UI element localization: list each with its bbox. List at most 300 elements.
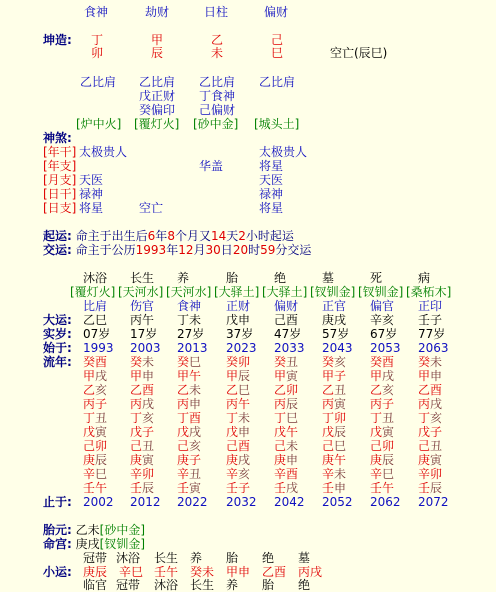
liunian-stem: 癸巳	[177, 355, 202, 369]
liunian-year	[370, 355, 394, 369]
jiaoyun-day: 30	[205, 243, 221, 257]
shiyu-1: 1993	[83, 341, 114, 355]
liunian-stem: 壬辰	[130, 481, 155, 495]
liunian-year	[418, 383, 442, 397]
qiyun-text-4: 天	[226, 229, 239, 243]
branch-year: 卯	[91, 46, 104, 60]
liunian-column	[177, 355, 201, 495]
top-god-3: 日柱	[204, 5, 229, 19]
liunian-stem: 己巳	[322, 439, 347, 453]
dayun-label: 大运:	[43, 313, 72, 327]
liunian-column	[83, 355, 107, 495]
shensha-tag-1: [年干]	[43, 145, 77, 159]
nayin-year: [炉中火]	[76, 117, 122, 131]
liunian-stem: 乙酉	[130, 383, 155, 397]
hidden-1-3: 乙比肩	[199, 75, 236, 89]
xiaoyun-1: 庚辰	[83, 565, 108, 579]
zhiyu-1: 2002	[83, 495, 114, 509]
liunian-stem: 甲寅	[274, 369, 299, 383]
liunian-year	[274, 467, 298, 481]
liunian-year	[83, 439, 107, 453]
liunian-stem: 己丑	[418, 439, 443, 453]
stem-year: 丁	[91, 33, 104, 47]
shisui-5: 47岁	[274, 327, 302, 341]
qiyun-text-5: 小时起运	[245, 229, 294, 243]
liunian-column	[418, 355, 442, 495]
liunian-year	[418, 453, 442, 467]
liunian-year	[83, 467, 107, 481]
minggong-nayin: [钗钏金]	[99, 537, 146, 551]
zhiyu-5: 2042	[274, 495, 305, 509]
liunian-stem: 庚戌	[226, 453, 251, 467]
shisui-2: 17岁	[130, 327, 158, 341]
dayun-stage-6: 墓	[322, 271, 335, 285]
liunian-year	[370, 425, 394, 439]
shensha-1-a: 太极贵人	[79, 145, 128, 159]
hidden-1-2: 乙比肩	[139, 75, 176, 89]
jiaoyun-label: 交运:	[43, 243, 72, 257]
liunian-stem: 壬寅	[177, 481, 202, 495]
liunian-year	[130, 355, 154, 369]
liunian-year	[130, 369, 154, 383]
liunian-year	[418, 411, 442, 425]
liunian-stem: 戊子	[130, 425, 155, 439]
bottom-partial-4: 长生	[190, 578, 215, 592]
liunian-stem: 戊戌	[177, 425, 202, 439]
liunian-stem: 乙亥	[370, 383, 395, 397]
liunian-year	[370, 453, 394, 467]
liunian-year	[226, 411, 250, 425]
shensha-5-b: 空亡	[139, 201, 164, 215]
shiyu-8: 2063	[418, 341, 449, 355]
liunian-stem: 己亥	[177, 439, 202, 453]
liunian-year	[177, 439, 201, 453]
liunian-stem: 己卯	[83, 439, 108, 453]
xiaoyun-5: 甲申	[226, 565, 251, 579]
dayun-stage-8: 病	[418, 271, 431, 285]
stem-month: 甲	[151, 33, 164, 47]
dayun-nayin-8: [桑柘木]	[406, 285, 452, 299]
liunian-stem: 癸酉	[370, 355, 395, 369]
qiyun-text-2: 年	[155, 229, 168, 243]
bottom-partial-5: 养	[226, 578, 239, 592]
hidden-1-1: 乙比肩	[80, 75, 117, 89]
liunian-year	[83, 369, 107, 383]
liunian-stem: 乙未	[177, 383, 202, 397]
liunian-stem: 己丑	[130, 439, 155, 453]
liunian-year	[274, 439, 298, 453]
dayun-stage-4: 胎	[226, 271, 239, 285]
bottom-partial-7: 绝	[298, 578, 311, 592]
liunian-stem: 戊申	[226, 425, 251, 439]
xiaoyun-2: 辛巳	[119, 565, 144, 579]
liunian-stem: 丙午	[226, 397, 251, 411]
liunian-year	[226, 355, 250, 369]
zhiyu-7: 2062	[370, 495, 401, 509]
liunian-stem: 庚辰	[83, 453, 108, 467]
dayun-stage-3: 养	[177, 271, 190, 285]
liunian-stem: 丁巳	[274, 411, 299, 425]
liunian-year	[322, 453, 346, 467]
xiaoyun-stage-3: 长生	[154, 551, 179, 565]
liunian-stem: 壬辰	[418, 481, 443, 495]
nayin-day: [砂中金]	[193, 117, 239, 131]
shensha-5-c: 将星	[259, 201, 284, 215]
liunian-year	[370, 467, 394, 481]
liunian-year	[274, 397, 298, 411]
liunian-stem: 辛丑	[177, 467, 202, 481]
liunian-stem: 壬子	[226, 481, 251, 495]
qiyun-days: 14	[210, 229, 227, 243]
top-god-2: 劫财	[145, 5, 170, 19]
liunian-year	[130, 467, 154, 481]
qiyun-years: 6	[147, 229, 156, 243]
liunian-stem: 辛巳	[370, 467, 395, 481]
liunian-year	[83, 425, 107, 439]
liunian-stem: 辛卯	[130, 467, 155, 481]
liunian-year	[418, 355, 442, 369]
jiaoyun-hour: 20	[232, 243, 249, 257]
dayun-nayin-5: [大驿土]	[262, 285, 308, 299]
liunian-year	[83, 481, 107, 495]
liunian-stem: 癸未	[418, 355, 443, 369]
liunian-stem: 甲申	[130, 369, 155, 383]
dayun-nayin-2: [天河水]	[118, 285, 164, 299]
shensha-5-a: 将星	[79, 201, 104, 215]
xiaoyun-stage-6: 绝	[262, 551, 275, 565]
liunian-year	[274, 355, 298, 369]
hidden-3-3: 己偏财	[199, 103, 236, 117]
liunian-year	[322, 481, 346, 495]
liunian-year	[322, 369, 346, 383]
liunian-year	[370, 411, 394, 425]
dayun-god-6: 正官	[322, 299, 347, 313]
dayun-5: 己酉	[274, 313, 299, 327]
liunian-year	[274, 453, 298, 467]
liunian-stem: 壬午	[83, 481, 108, 495]
liunian-stem: 甲午	[177, 369, 202, 383]
liunian-year	[370, 481, 394, 495]
branch-hour: 巳	[271, 46, 284, 60]
liunian-year	[177, 411, 201, 425]
liunian-year	[83, 383, 107, 397]
dayun-6: 庚戌	[322, 313, 347, 327]
bottom-partial-6: 胎	[262, 578, 275, 592]
dayun-nayin-6: [钗钏金]	[310, 285, 356, 299]
dayun-nayin-4: [大驿土]	[214, 285, 260, 299]
liunian-label: 流年:	[43, 355, 72, 369]
hidden-2-3: 丁食神	[199, 89, 236, 103]
minggong-value: 庚戌	[75, 537, 100, 551]
shiyu-2: 2003	[130, 341, 161, 355]
xiaoyun-stage-7: 墓	[298, 551, 311, 565]
shiyu-6: 2043	[322, 341, 353, 355]
dayun-nayin-3: [天河水]	[166, 285, 212, 299]
liunian-column	[370, 355, 394, 495]
liunian-year	[226, 425, 250, 439]
liunian-stem: 辛亥	[226, 467, 251, 481]
xiaoyun-6: 乙酉	[262, 565, 287, 579]
liunian-stem: 壬午	[370, 481, 395, 495]
minggong-label: 命宫:	[43, 537, 72, 551]
zhiyu-8: 2072	[418, 495, 449, 509]
top-god-4: 偏财	[264, 5, 289, 19]
liunian-column	[130, 355, 154, 495]
liunian-year	[83, 453, 107, 467]
liunian-stem: 丙戌	[130, 397, 155, 411]
xiaoyun-label: 小运:	[43, 565, 72, 579]
xiaoyun-stage-2: 沐浴	[116, 551, 141, 565]
dayun-god-3: 食神	[177, 299, 202, 313]
xiaoyun-4: 癸未	[190, 565, 215, 579]
liunian-stem: 丙辰	[274, 397, 299, 411]
xiaoyun-7: 丙戌	[298, 565, 323, 579]
liunian-stem: 戊辰	[322, 425, 347, 439]
liunian-stem: 庚辰	[370, 453, 395, 467]
liunian-year	[226, 467, 250, 481]
shensha-2-b: 华盖	[199, 159, 224, 173]
liunian-stem: 辛未	[322, 467, 347, 481]
liunian-year	[322, 425, 346, 439]
taiyuan-nayin: [砂中金]	[99, 523, 146, 537]
jiaoyun-text-4: 日	[220, 243, 233, 257]
xiaoyun-stage-5: 胎	[226, 551, 239, 565]
liunian-year	[130, 439, 154, 453]
liunian-year	[274, 369, 298, 383]
jiaoyun-minute: 59	[260, 243, 276, 257]
kun-zao-label: 坤造:	[43, 33, 72, 47]
liunian-year	[370, 439, 394, 453]
liunian-stem: 癸丑	[274, 355, 299, 369]
liunian-stem: 丁酉	[177, 411, 202, 425]
shensha-tag-5: [日支]	[43, 201, 77, 215]
liunian-stem: 乙亥	[83, 383, 108, 397]
bottom-partial-1: 临官	[83, 578, 108, 592]
dayun-2: 丙午	[130, 313, 155, 327]
liunian-year	[226, 439, 250, 453]
liunian-year	[274, 383, 298, 397]
liunian-stem: 壬戌	[274, 481, 299, 495]
nayin-month: [覆灯火]	[134, 117, 180, 131]
liunian-year	[177, 355, 201, 369]
liunian-stem: 甲戌	[370, 369, 395, 383]
taiyuan-label: 胎元:	[43, 523, 72, 537]
jiaoyun-year: 1993	[135, 243, 167, 257]
liunian-stem: 戊午	[274, 425, 299, 439]
liunian-stem: 辛酉	[274, 467, 299, 481]
liunian-column	[226, 355, 250, 495]
liunian-stem: 庚寅	[418, 453, 443, 467]
jiaoyun-text-2: 年	[166, 243, 179, 257]
jiaoyun-text-3: 月	[193, 243, 206, 257]
jiaoyun-month: 12	[178, 243, 194, 257]
dayun-god-8: 正印	[418, 299, 443, 313]
liunian-year	[322, 439, 346, 453]
taiyuan-value: 乙未	[75, 523, 100, 537]
zhiyu-label: 止于:	[43, 495, 72, 509]
liunian-year	[370, 369, 394, 383]
stem-hour: 己	[271, 33, 284, 47]
liunian-stem: 癸未	[130, 355, 155, 369]
shisui-4: 37岁	[226, 327, 254, 341]
liunian-stem: 庚寅	[130, 453, 155, 467]
shensha-tag-4: [日干]	[43, 187, 77, 201]
liunian-stem: 丁丑	[83, 411, 108, 425]
liunian-stem: 丙子	[370, 397, 395, 411]
liunian-year	[274, 411, 298, 425]
top-god-1: 食神	[84, 5, 109, 19]
liunian-year	[130, 425, 154, 439]
bottom-partial-3: 沐浴	[154, 578, 179, 592]
liunian-column	[322, 355, 346, 495]
liunian-stem: 甲申	[418, 369, 443, 383]
liunian-year	[418, 397, 442, 411]
liunian-year	[177, 453, 201, 467]
xiaoyun-stage-1: 冠带	[83, 551, 108, 565]
xiaoyun-stage-4: 养	[190, 551, 203, 565]
taiyuan-line	[43, 523, 145, 537]
liunian-year	[418, 425, 442, 439]
dayun-stage-5: 绝	[274, 271, 287, 285]
liunian-year	[370, 397, 394, 411]
jiaoyun-text-6: 分交运	[275, 243, 312, 257]
shensha-3-c: 天医	[259, 173, 284, 187]
hidden-3-2: 癸偏印	[139, 103, 176, 117]
stem-day: 乙	[211, 33, 224, 47]
dayun-stage-1: 沐浴	[83, 271, 108, 285]
liunian-year	[83, 397, 107, 411]
shisui-3: 27岁	[177, 327, 205, 341]
shensha-1-c: 太极贵人	[259, 145, 308, 159]
liunian-stem: 乙丑	[322, 383, 347, 397]
zhiyu-2: 2012	[130, 495, 161, 509]
liunian-stem: 壬申	[322, 481, 347, 495]
liunian-year	[418, 467, 442, 481]
liunian-stem: 庚午	[322, 453, 347, 467]
liunian-year	[322, 467, 346, 481]
liunian-year	[177, 481, 201, 495]
zhiyu-4: 2032	[226, 495, 257, 509]
liunian-stem: 戊寅	[83, 425, 108, 439]
minggong-line	[43, 537, 145, 551]
shisui-7: 67岁	[370, 327, 398, 341]
liunian-stem: 癸酉	[83, 355, 108, 369]
jiaoyun-text-1: 命主于公历	[75, 243, 136, 257]
liunian-year	[322, 355, 346, 369]
dayun-stage-7: 死	[370, 271, 383, 285]
liunian-year	[226, 453, 250, 467]
liunian-year	[177, 383, 201, 397]
shensha-label: 神煞:	[43, 131, 72, 145]
shensha-3-a: 天医	[79, 173, 104, 187]
liunian-year	[418, 481, 442, 495]
liunian-year	[130, 411, 154, 425]
shensha-4-a: 禄神	[79, 187, 104, 201]
dayun-4: 戊申	[226, 313, 251, 327]
shiyu-label: 始于:	[43, 341, 72, 355]
liunian-year	[83, 411, 107, 425]
qiyun-months: 8	[167, 229, 175, 243]
shiyu-5: 2033	[274, 341, 305, 355]
liunian-stem: 丁卯	[322, 411, 347, 425]
jiaoyun-line	[43, 243, 311, 257]
shensha-2-c: 将星	[259, 159, 284, 173]
liunian-year	[130, 481, 154, 495]
zhiyu-3: 2022	[177, 495, 208, 509]
shensha-tag-2: [年支]	[43, 159, 77, 173]
dayun-1: 乙巳	[83, 313, 108, 327]
dayun-nayin-1: [覆灯火]	[70, 285, 116, 299]
liunian-year	[83, 355, 107, 369]
dayun-8: 壬子	[418, 313, 443, 327]
liunian-stem: 乙卯	[274, 383, 299, 397]
qiyun-text-1: 命主于出生后	[75, 229, 148, 243]
dayun-god-2: 伤官	[130, 299, 155, 313]
liunian-year	[130, 383, 154, 397]
liunian-year	[274, 425, 298, 439]
shisui-8: 77岁	[418, 327, 446, 341]
shisui-label: 实岁:	[43, 327, 72, 341]
liunian-year	[226, 369, 250, 383]
liunian-year	[130, 397, 154, 411]
dayun-god-7: 偏官	[370, 299, 395, 313]
shisui-1: 07岁	[83, 327, 111, 341]
qiyun-hours: 2	[238, 229, 246, 243]
dayun-stage-2: 长生	[130, 271, 155, 285]
hidden-1-4: 乙比肩	[259, 75, 296, 89]
liunian-stem: 甲子	[322, 369, 347, 383]
liunian-year	[418, 439, 442, 453]
liunian-year	[177, 467, 201, 481]
liunian-stem: 己未	[274, 439, 299, 453]
shensha-tag-3: [月支]	[43, 173, 77, 187]
liunian-stem: 丙申	[177, 397, 202, 411]
xiaoyun-3: 壬午	[154, 565, 179, 579]
shiyu-3: 2013	[177, 341, 208, 355]
shiyu-7: 2053	[370, 341, 401, 355]
liunian-stem: 丁亥	[418, 411, 443, 425]
dayun-nayin-7: [钗钏金]	[358, 285, 404, 299]
liunian-stem: 甲辰	[226, 369, 251, 383]
liunian-year	[370, 383, 394, 397]
dayun-7: 辛亥	[370, 313, 395, 327]
liunian-year	[177, 425, 201, 439]
kongwang: 空亡(辰巳)	[330, 46, 388, 60]
zhiyu-6: 2052	[322, 495, 353, 509]
shisui-6: 57岁	[322, 327, 350, 341]
branch-month: 辰	[151, 46, 164, 60]
liunian-year	[226, 383, 250, 397]
branch-day: 未	[211, 46, 224, 60]
qiyun-line	[43, 229, 294, 243]
liunian-stem: 甲戌	[83, 369, 108, 383]
liunian-stem: 辛巳	[83, 467, 108, 481]
liunian-stem: 丙戌	[418, 397, 443, 411]
hidden-2-2: 戊正财	[139, 89, 176, 103]
liunian-stem: 丁未	[226, 411, 251, 425]
liunian-stem: 丁丑	[370, 411, 395, 425]
liunian-year	[322, 411, 346, 425]
liunian-year	[226, 481, 250, 495]
liunian-stem: 辛卯	[418, 467, 443, 481]
liunian-stem: 丁亥	[130, 411, 155, 425]
liunian-column	[274, 355, 298, 495]
liunian-stem: 己卯	[370, 439, 395, 453]
liunian-year	[322, 383, 346, 397]
qiyun-text-3: 个月又	[174, 229, 211, 243]
shiyu-4: 2023	[226, 341, 257, 355]
liunian-stem: 丙寅	[322, 397, 347, 411]
